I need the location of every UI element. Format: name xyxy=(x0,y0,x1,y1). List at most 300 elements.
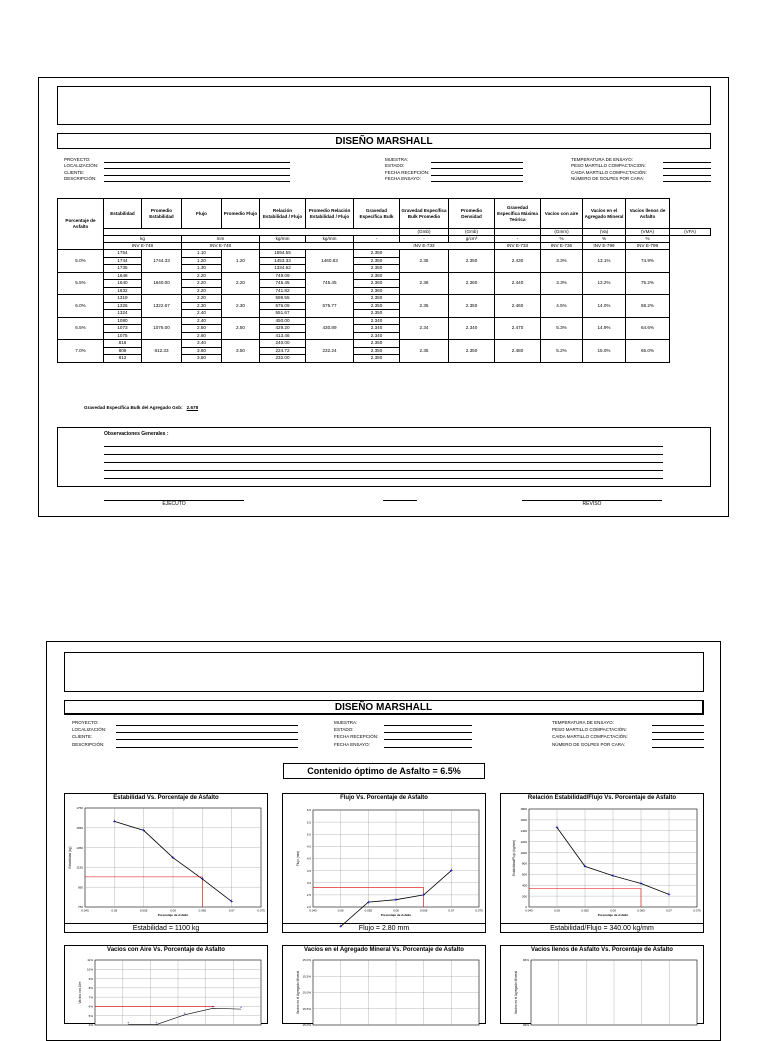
y-tick-label: 1000 xyxy=(520,850,527,855)
y-tick-label: 1200 xyxy=(520,839,527,844)
data-point: + xyxy=(230,899,234,906)
norm-cell: INV E-733 xyxy=(495,243,541,250)
obs-line xyxy=(104,478,663,479)
table-cell: 232.00 xyxy=(260,355,306,363)
test-field-line xyxy=(652,739,704,740)
y-tick-label: 8% xyxy=(88,986,93,991)
table-cell: 2.430 xyxy=(495,250,541,273)
table-cell xyxy=(495,229,541,236)
column-header: Vacíos llenos de Asfalto xyxy=(626,199,670,229)
optimum-asphalt-label: Contenido óptimo de Asfalto = 6.5% xyxy=(283,763,485,779)
table-cell: 576.09 xyxy=(260,302,306,310)
table-cell: 575.77 xyxy=(306,295,354,318)
project-field-line xyxy=(104,168,290,169)
chart-title: Relación Estabilidad/Flujo Vs. Porcentaje de Asfalto xyxy=(527,795,677,801)
table-cell: 6.5% xyxy=(58,317,104,340)
table-cell: 2.350 xyxy=(354,265,400,273)
y-tick-label: 5.5 xyxy=(306,820,311,825)
sample-field-line xyxy=(384,739,472,740)
project-field-line xyxy=(116,732,298,733)
data-point: + xyxy=(667,891,671,898)
table-cell: 809 xyxy=(104,347,142,355)
sample-field-line xyxy=(384,732,472,733)
unit-cell: - xyxy=(495,236,541,243)
table-cell: 741.82 xyxy=(260,287,306,295)
y-axis-label: Estabilidad/Flujo (kg/mm) xyxy=(512,840,516,876)
project-field-label: CLIENTE: xyxy=(64,169,85,175)
table-cell: 2.20 xyxy=(182,280,222,288)
table-cell: 551.67 xyxy=(260,310,306,318)
y-tick-label: 1550 xyxy=(76,826,83,830)
project-field-label: PROYECTO: xyxy=(72,720,99,725)
y-axis-label: Vacíos en el Agregado Mineral xyxy=(296,970,300,1015)
y-tick-label: 5% xyxy=(88,1013,93,1018)
test-field-label: NÚMERO DE GOLPES POR CARA: xyxy=(552,741,626,747)
table-cell: 2.350 xyxy=(354,340,400,348)
table-cell: 2.350 xyxy=(354,257,400,265)
test-field-label: TEMPERATURA DE ENSAYO: xyxy=(552,720,614,725)
x-tick-label: 0.075 xyxy=(257,908,265,913)
x-tick-label: 0.07 xyxy=(448,908,455,913)
table-cell: 2.480 xyxy=(495,340,541,363)
table-cell: 745.45 xyxy=(260,280,306,288)
table-cell: 2.340 xyxy=(449,317,495,340)
data-point: + xyxy=(211,1003,215,1009)
norm-cell: INV E-748 xyxy=(182,243,260,250)
x-tick-label: 0.05 xyxy=(337,908,344,913)
project-field-label: DESCRIPCIÓN: xyxy=(64,175,97,181)
table-cell: 1460.83 xyxy=(306,250,354,273)
table-header-row xyxy=(58,199,711,229)
table-cell: 599.55 xyxy=(260,295,306,303)
table-row xyxy=(58,340,711,348)
table-cell: 1.20 xyxy=(222,250,260,273)
unit-cell: % xyxy=(541,236,583,243)
table-cell: 1744 xyxy=(104,257,142,265)
table-cell: 2.20 xyxy=(222,272,260,295)
y-axis-label: Estabilidad (kg) xyxy=(68,846,72,869)
table-cell: 1453.33 xyxy=(260,257,306,265)
page-1-title: DISEÑO MARSHALL xyxy=(57,133,711,149)
x-tick-label: 0.075 xyxy=(475,908,483,913)
data-point: + xyxy=(339,924,343,930)
table-cell: 430.89 xyxy=(306,317,354,340)
table-cell: 14.9% xyxy=(583,317,626,340)
norm-cell: INV E-748 xyxy=(104,243,182,250)
chart-vfa xyxy=(500,945,704,1028)
table-cell: 2.20 xyxy=(182,295,222,303)
table-cell: 2.40 xyxy=(182,317,222,325)
x-tick-label: 0.07 xyxy=(666,908,672,913)
table-cell: 5.3% xyxy=(541,317,583,340)
sample-field-line xyxy=(431,162,523,163)
obs-line xyxy=(104,462,663,463)
test-field-label: PESO MARTILLO COMPACTACIÓN: xyxy=(552,727,627,733)
x-tick-label: 0.06 xyxy=(393,908,399,913)
data-point: + xyxy=(112,819,116,826)
test-field-line xyxy=(663,181,711,182)
column-header: Porcentaje de Asfalto xyxy=(58,199,104,250)
y-tick-label: 750 xyxy=(77,905,83,910)
test-field-label: TEMPERATURA DE ENSAYO: xyxy=(571,157,633,162)
table-cell: 2.350 xyxy=(354,302,400,310)
x-axis-label: Porcentaje de Asfalto xyxy=(157,913,189,917)
x-tick-label: 0.045 xyxy=(309,908,317,913)
x-tick-label: 0.045 xyxy=(81,908,89,913)
bulk-gravity xyxy=(84,405,198,410)
y-tick-label: 200 xyxy=(521,894,527,899)
sample-field-label: ESTADO: xyxy=(385,163,405,169)
table-cell: 64.6% xyxy=(626,317,670,340)
y-tick-label: 6.0 xyxy=(306,808,311,813)
obs-line xyxy=(104,454,663,455)
y-tick-label: 800 xyxy=(521,861,527,866)
symbol-cell: (VFA) xyxy=(670,229,711,236)
project-field-line xyxy=(116,725,298,726)
test-field-line xyxy=(652,732,704,733)
obs-line xyxy=(104,446,663,447)
bulk-gravity-value: 2.678 xyxy=(186,405,199,410)
y-tick-label: 99% xyxy=(522,1023,529,1028)
project-field-line xyxy=(104,181,290,182)
project-field-line xyxy=(116,739,298,740)
y-tick-label: 96% xyxy=(522,958,529,963)
sample-field-label: FECHA RECEPCIÓN: xyxy=(385,169,430,175)
table-cell: 65.0% xyxy=(626,340,670,363)
symbol-cell: (Va) xyxy=(583,229,626,236)
unit-cell: % xyxy=(583,236,626,243)
column-header: Gravedad Específica Bulk xyxy=(354,199,400,229)
symbol-cell: (Gmb) xyxy=(400,229,449,236)
y-tick-label: 3.5 xyxy=(306,868,311,873)
test-field-label: CAIDA MARTILLO COMPACTACIÓN: xyxy=(552,734,628,740)
data-point: + xyxy=(366,899,370,906)
sample-field-label: FECHA ENSAYO: xyxy=(334,741,370,747)
ejecuto-label: EJECUTO xyxy=(162,501,186,507)
x-tick-label: 0.06 xyxy=(610,908,616,913)
y-tick-label: 5.0 xyxy=(306,832,311,837)
data-point: + xyxy=(583,864,587,871)
table-cell: 7.0% xyxy=(58,340,104,363)
table-cell: 1.10 xyxy=(182,250,222,258)
table-cell: 5.2% xyxy=(541,340,583,363)
y-tick-label: 1750 xyxy=(76,806,83,811)
project-field-label: DESCRIPCIÓN: xyxy=(72,741,105,747)
table-cell: 1632 xyxy=(104,287,142,295)
sample-field-line xyxy=(384,747,472,748)
table-cell: 2.350 xyxy=(354,355,400,363)
table-cell: 1754 xyxy=(104,250,142,258)
column-header: Flujo xyxy=(182,199,222,229)
table-cell: 2.350 xyxy=(354,295,400,303)
chart-title: Vacíos con Aire Vs. Porcentaje de Asfalto xyxy=(107,947,225,953)
column-header: Promedio Estabilidad xyxy=(142,199,182,229)
table-cell: 13.2% xyxy=(583,272,626,295)
data-point: + xyxy=(639,881,643,888)
data-point: + xyxy=(171,855,175,862)
table-cell: 2.35 xyxy=(400,250,449,273)
column-header: Vacíos con aire xyxy=(541,199,583,229)
project-field-label: LOCALIZACIÓN: xyxy=(64,163,99,169)
table-cell: 749.09 xyxy=(260,272,306,280)
norm-cell: INV E-736 xyxy=(541,243,583,250)
table-cell: 3.50 xyxy=(182,355,222,363)
chart-result: Flujo = 2.80 mm xyxy=(283,923,485,932)
test-field-label: PESO MARTILLO COMPACTACION: xyxy=(571,163,646,169)
table-cell: 2.20 xyxy=(182,287,222,295)
y-tick-label: 4% xyxy=(88,1023,93,1028)
column-header: Gravedad Específica Bulk Promedio xyxy=(400,199,449,229)
table-cell: 1073 xyxy=(104,325,142,333)
table-cell: 2.350 xyxy=(354,347,400,355)
sample-field-label: MUESTRA: xyxy=(385,157,409,162)
x-axis-label: Porcentaje de Asfalto xyxy=(380,913,412,917)
x-tick-label: 0.06 xyxy=(170,908,176,913)
table-cell: 2.350 xyxy=(449,250,495,273)
table-cell: 15.0% xyxy=(583,340,626,363)
table-cell: 14.0% xyxy=(583,295,626,318)
table-cell: 2.35 xyxy=(400,295,449,318)
sample-field-line xyxy=(431,175,523,176)
test-field-label: CAIDA MARTILLO COMPACTACIÓN: xyxy=(571,169,647,175)
chart-title: Estabilidad Vs. Porcentaje de Asfalto xyxy=(113,795,219,801)
test-field-line xyxy=(663,162,711,163)
table-cell: 1594.55 xyxy=(260,250,306,258)
sample-field-line xyxy=(384,725,472,726)
column-header: Promedio Densidad xyxy=(449,199,495,229)
x-tick-label: 0.055 xyxy=(364,908,373,913)
test-field-line xyxy=(663,175,711,176)
table-symbol-row xyxy=(58,229,711,236)
table-cell: 429.20 xyxy=(260,325,306,333)
signature-line xyxy=(383,500,417,501)
table-cell: 2.350 xyxy=(449,295,495,318)
table-cell: 3.60 xyxy=(182,347,222,355)
table-cell: 74.9% xyxy=(626,250,670,273)
data-point: + xyxy=(394,897,398,904)
x-tick-label: 0.05 xyxy=(111,908,118,913)
table-cell: 2.50 xyxy=(182,325,222,333)
table-cell: 1640 xyxy=(104,280,142,288)
column-header: Promedio Flujo xyxy=(222,199,260,229)
table-cell: 1325 xyxy=(104,302,142,310)
project-field-label: PROYECTO: xyxy=(64,157,91,162)
table-cell: 2.460 xyxy=(495,295,541,318)
table-cell: 745.45 xyxy=(306,272,354,295)
table-cell: 1.20 xyxy=(182,257,222,265)
y-tick-label: 2.5 xyxy=(306,893,311,898)
table-cell: 240.00 xyxy=(260,340,306,348)
x-tick-label: 0.065 xyxy=(419,908,428,913)
page-1-header-box xyxy=(57,86,711,125)
table-cell: 2.36 xyxy=(400,272,449,295)
table-row xyxy=(58,317,711,325)
table-cell: 4.5% xyxy=(541,295,583,318)
data-point: + xyxy=(127,1020,130,1026)
bulk-gravity-label: Gravedad Específica Bulk del Agregado Gsb: xyxy=(84,405,183,410)
y-tick-label: 4.5 xyxy=(306,844,311,849)
marshall-table xyxy=(57,198,711,363)
data-point: + xyxy=(155,1020,158,1026)
norm-cell: INV E-799 xyxy=(626,243,670,250)
reviso-label: REVISO xyxy=(582,501,602,507)
test-field-line xyxy=(652,747,704,748)
table-cell: 2.360 xyxy=(354,280,400,288)
chart-title: Flujo Vs. Porcentaje de Asfalto xyxy=(340,795,428,801)
table-cell: 2.440 xyxy=(495,272,541,295)
test-field-line xyxy=(663,168,711,169)
y-axis-label: Vacíos con Aire xyxy=(78,981,82,1004)
data-point: + xyxy=(239,1004,243,1010)
data-point: + xyxy=(183,1010,186,1016)
table-cell: 1640.00 xyxy=(142,272,182,295)
table-cell: 2.350 xyxy=(354,250,400,258)
table-cell: 2.350 xyxy=(354,310,400,318)
column-header: Promedio Relación Estabilidad / Flujo xyxy=(306,199,354,229)
table-cell: 2.35 xyxy=(400,340,449,363)
symbol-cell: (Gmb) xyxy=(449,229,495,236)
table-row xyxy=(58,295,711,303)
table-cell: 2.360 xyxy=(354,287,400,295)
table-cell: 2.470 xyxy=(495,317,541,340)
table-cell: 2.350 xyxy=(449,340,495,363)
page-2-header-box xyxy=(64,652,704,692)
table-cell: 3.3% xyxy=(541,250,583,273)
table-cell: 2.50 xyxy=(222,317,260,340)
x-tick-label: 0.065 xyxy=(198,908,207,913)
sample-field-line xyxy=(431,168,523,169)
x-tick-label: 0.05 xyxy=(554,908,560,913)
table-cell xyxy=(260,243,354,250)
table-cell: 2.360 xyxy=(449,272,495,295)
table-cell: 1648 xyxy=(104,272,142,280)
table-cell: 816 xyxy=(104,340,142,348)
x-tick-label: 0.055 xyxy=(139,908,148,913)
table-cell: 1324 xyxy=(104,310,142,318)
table-cell: 1735 xyxy=(104,265,142,273)
chart-title: Vacíos llenos de Asfalto Vs. Porcentaje de Asfalto xyxy=(531,947,673,953)
table-cell: 2.30 xyxy=(222,295,260,318)
y-tick-label: 1600 xyxy=(520,818,527,823)
y-tick-label: 4.0 xyxy=(306,856,311,861)
unit-cell: kg/mm xyxy=(260,236,306,243)
norm-cell: INV E-799 xyxy=(583,243,626,250)
y-tick-label: 10% xyxy=(86,967,93,972)
y-tick-label: 7% xyxy=(88,995,93,1000)
sample-field-line xyxy=(431,181,523,182)
table-cell: 68.2% xyxy=(626,295,670,318)
table-row xyxy=(58,272,711,280)
x-tick-label: 0.065 xyxy=(637,908,645,913)
chart-relacion xyxy=(500,793,704,933)
x-tick-label: 0.045 xyxy=(525,908,533,913)
table-cell: 13.1% xyxy=(583,250,626,273)
y-tick-label: 600 xyxy=(521,872,527,877)
table-norms-row xyxy=(58,243,711,250)
norm-cell: INV E-733 xyxy=(354,243,495,250)
column-header: Vacíos en el Agregado Mineral xyxy=(583,199,626,229)
y-tick-label: 15.0% xyxy=(302,1023,311,1028)
y-tick-label: 1150 xyxy=(76,865,83,870)
table-cell: 75.2% xyxy=(626,272,670,295)
y-tick-label: 11% xyxy=(87,958,93,963)
project-field-line xyxy=(104,175,290,176)
column-header: Estabilidad xyxy=(104,199,142,229)
table-cell: 3.50 xyxy=(222,340,260,363)
table-cell: 2.360 xyxy=(354,272,400,280)
table-cell: 812.33 xyxy=(142,340,182,363)
table-cell: 812 xyxy=(104,355,142,363)
table-cell: 2.20 xyxy=(182,272,222,280)
y-tick-label: 0 xyxy=(525,905,527,910)
unit-cell: % xyxy=(626,236,670,243)
table-cell xyxy=(104,229,400,236)
x-tick-label: 0.075 xyxy=(693,908,701,913)
table-cell: 2.34 xyxy=(400,317,449,340)
unit-cell: g/cm³ xyxy=(449,236,495,243)
table-cell: 1744.33 xyxy=(142,250,182,273)
table-cell: 224.72 xyxy=(260,347,306,355)
sample-field-label: FECHA RECEPCIÓN: xyxy=(334,734,379,740)
data-point: + xyxy=(142,827,146,834)
data-point: + xyxy=(200,876,204,883)
table-units-row xyxy=(58,236,711,243)
table-cell: 1080 xyxy=(104,317,142,325)
y-tick-label: 15.0% xyxy=(302,990,311,995)
project-field-line xyxy=(104,162,290,163)
chart-vma xyxy=(282,945,486,1028)
table-cell: 6.0% xyxy=(58,295,104,318)
chart-result: Estabilidad = 1100 kg xyxy=(65,923,267,932)
test-field-line xyxy=(652,725,704,726)
unit-cell: kg/mm xyxy=(306,236,354,243)
project-field-line xyxy=(116,747,298,748)
y-tick-label: 1400 xyxy=(520,828,527,833)
y-tick-label: 400 xyxy=(521,883,527,888)
table-cell: 2.340 xyxy=(354,325,400,333)
y-tick-label: 15.0% xyxy=(302,958,311,963)
sample-field-label: ESTADO: xyxy=(334,727,354,733)
y-tick-label: 1800 xyxy=(520,807,527,812)
test-field-label: NÚMERO DE GOLPES POR CARA: xyxy=(571,175,645,181)
y-axis-label: Vacíos en el Agregado Mineral xyxy=(514,970,518,1015)
sample-field-label: FECHA ENSAYO: xyxy=(385,175,421,181)
y-tick-label: 1350 xyxy=(76,845,83,850)
symbol-cell: (VMA) xyxy=(626,229,670,236)
table-row xyxy=(58,250,711,258)
project-field-label: LOCALIZACIÓN: xyxy=(72,727,107,733)
unit-cell: - xyxy=(400,236,449,243)
sample-field-label: MUESTRA: xyxy=(334,720,358,725)
column-header: Relación Estabilidad / Flujo xyxy=(260,199,306,229)
table-cell: 1.30 xyxy=(182,265,222,273)
y-tick-label: 15.5% xyxy=(302,974,311,979)
table-cell: 2.340 xyxy=(354,332,400,340)
chart-vacios-aire xyxy=(64,945,268,1028)
y-axis-label: Flujo (mm) xyxy=(296,850,300,867)
data-point: + xyxy=(611,873,615,880)
x-axis-label: Porcentaje de Asfalto xyxy=(597,913,629,917)
y-tick-label: 2.0 xyxy=(306,905,311,910)
y-tick-label: 3.0 xyxy=(306,880,311,885)
table-cell: 450.00 xyxy=(260,317,306,325)
chart-result: Estabilidad/Flujo = 340.00 kg/mm xyxy=(501,923,703,932)
unit-cell: mm xyxy=(182,236,260,243)
table-cell: 2.40 xyxy=(182,310,222,318)
table-cell: 413.46 xyxy=(260,332,306,340)
chart-estabilidad xyxy=(64,793,268,933)
data-point: + xyxy=(422,892,426,899)
